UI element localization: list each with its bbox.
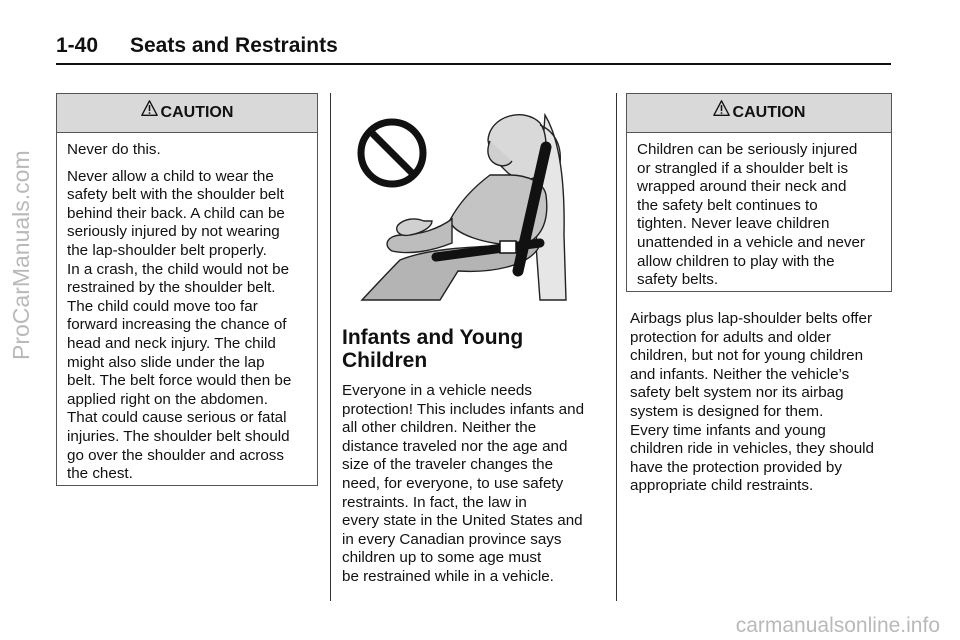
- caution-header: [57, 94, 317, 133]
- middle-paragraph: Everyone in a vehicle needs protection! This includes infants and all other children. Neither the distance traveled nor the age and size of the traveler changes the need, for everyone, to use safety restraints. In fact, the law in every state in the United States and in every Canadian province says children up to some age must be restrained while in a vehicle.: [342, 382, 585, 585]
- caution-label: CAUTION: [732, 104, 806, 121]
- caution-label: CAUTION: [160, 104, 234, 121]
- caution-paragraph: Never allow a child to wear the safety belt with the shoulder belt behind their back. A child can be seriously injured by not wearing the lap-shoulder belt properly. In a crash, the child would not be restrained by the shoulder belt. The child could move too far forward increasing the chance of head and neck injury. The child might also slide under the lap belt. The belt force would then be applied right on the abdomen. That could cause serious or fatal injuries. The shoulder belt should go over the shoulder and across the chest.: [67, 167, 292, 483]
- caution-text: [57, 133, 317, 484]
- right-paragraph: Airbags plus lap-shoulder belts offer protection for adults and older children, but not for young children and infants. Neither the vehicle’s safety belt system nor its airbag system is designed for them. Every time infants and young children ride in vehicles, they should have the protection provided by appropriate child restraints.: [630, 310, 874, 495]
- bottom-watermark: carmanualsonline.info: [735, 614, 940, 637]
- caution-paragraph: Children can be seriously injured or strangled if a shoulder belt is wrapped around their neck and the safety belt continues to tighten. Never leave children unattended in a vehicle and never allow children to play with the safety belts.: [637, 141, 865, 289]
- caution-box-right: [626, 93, 892, 292]
- child-seatbelt-misuse-illustration: [340, 95, 585, 305]
- warning-triangle-icon: [713, 100, 730, 117]
- caution-text: [627, 133, 891, 290]
- header-rule: [56, 63, 891, 65]
- side-watermark: ProCarManuals.com: [8, 150, 34, 360]
- page-header: [56, 34, 892, 66]
- caution-header: [627, 94, 891, 133]
- caution-box-left: [56, 93, 318, 486]
- page-number: 1-40: [56, 34, 99, 57]
- column-divider-right: [616, 93, 617, 601]
- section-heading: Infants and Young Children: [342, 326, 524, 372]
- prohibition-circle-icon: [361, 122, 423, 184]
- section-title: Seats and Restraints: [130, 34, 338, 57]
- column-divider-left: [330, 93, 331, 601]
- warning-triangle-icon: [141, 100, 158, 117]
- caution-lead: Never do this.: [67, 141, 161, 158]
